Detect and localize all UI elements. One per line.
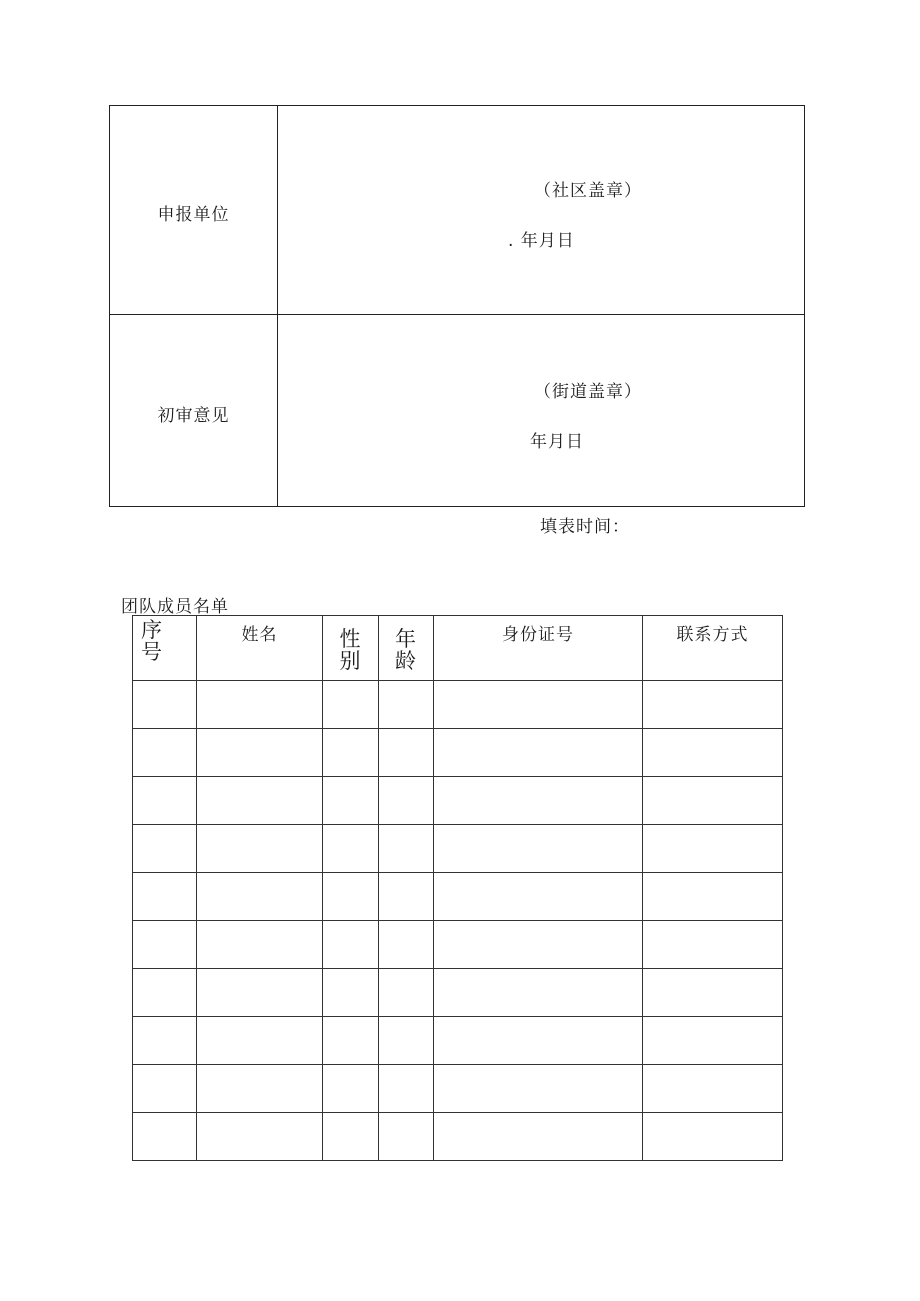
cell-index[interactable]	[133, 729, 197, 777]
cell-index[interactable]	[133, 921, 197, 969]
cell-age[interactable]	[379, 873, 434, 921]
applicant-stamp-note: （社区盖章）	[534, 181, 642, 201]
table-row	[133, 825, 783, 873]
header-gender: 性 别	[323, 616, 379, 681]
table-row	[133, 969, 783, 1017]
cell-id-number[interactable]	[434, 921, 643, 969]
table-row	[133, 681, 783, 729]
cell-name[interactable]	[197, 825, 323, 873]
cell-gender[interactable]	[323, 1065, 379, 1113]
cell-name[interactable]	[197, 873, 323, 921]
cell-name[interactable]	[197, 681, 323, 729]
cell-age[interactable]	[379, 825, 434, 873]
table-row	[133, 1065, 783, 1113]
table-row	[133, 729, 783, 777]
cell-name[interactable]	[197, 969, 323, 1017]
cell-gender[interactable]	[323, 825, 379, 873]
cell-id-number[interactable]	[434, 1065, 643, 1113]
column-divider	[277, 106, 278, 506]
cell-gender[interactable]	[323, 681, 379, 729]
header-name: 姓名	[197, 616, 323, 681]
cell-name[interactable]	[197, 921, 323, 969]
cell-index[interactable]	[133, 681, 197, 729]
cell-id-number[interactable]	[434, 1017, 643, 1065]
cell-name[interactable]	[197, 777, 323, 825]
cell-id-number[interactable]	[434, 681, 643, 729]
cell-age[interactable]	[379, 777, 434, 825]
cell-index[interactable]	[133, 969, 197, 1017]
cell-contact[interactable]	[643, 1017, 783, 1065]
cell-contact[interactable]	[643, 1065, 783, 1113]
cell-contact[interactable]	[643, 921, 783, 969]
cell-gender[interactable]	[323, 1017, 379, 1065]
cell-gender[interactable]	[323, 729, 379, 777]
cell-id-number[interactable]	[434, 969, 643, 1017]
table-row	[133, 1017, 783, 1065]
cell-contact[interactable]	[643, 969, 783, 1017]
cell-contact[interactable]	[643, 729, 783, 777]
cell-contact[interactable]	[643, 825, 783, 873]
cell-id-number[interactable]	[434, 873, 643, 921]
cell-gender[interactable]	[323, 969, 379, 1017]
applicant-date: . 年月日	[508, 231, 575, 251]
row-divider	[110, 314, 804, 315]
cell-gender[interactable]	[323, 873, 379, 921]
approval-table	[109, 105, 805, 507]
cell-id-number[interactable]	[434, 825, 643, 873]
header-index: 序 号	[133, 616, 197, 681]
cell-age[interactable]	[379, 1065, 434, 1113]
header-id-number: 身份证号	[434, 616, 643, 681]
cell-name[interactable]	[197, 1065, 323, 1113]
cell-gender[interactable]	[323, 921, 379, 969]
review-stamp-note: （街道盖章）	[534, 382, 642, 402]
cell-gender[interactable]	[323, 1113, 379, 1161]
header-contact: 联系方式	[643, 616, 783, 681]
table-row	[133, 921, 783, 969]
cell-name[interactable]	[197, 729, 323, 777]
table-row	[133, 1113, 783, 1161]
cell-contact[interactable]	[643, 777, 783, 825]
roster-header-row	[133, 616, 783, 681]
cell-contact[interactable]	[643, 873, 783, 921]
cell-id-number[interactable]	[434, 777, 643, 825]
table-row	[133, 777, 783, 825]
cell-contact[interactable]	[643, 681, 783, 729]
cell-age[interactable]	[379, 921, 434, 969]
review-date: 年月日	[530, 432, 584, 452]
cell-index[interactable]	[133, 777, 197, 825]
cell-index[interactable]	[133, 1113, 197, 1161]
cell-age[interactable]	[379, 1113, 434, 1161]
fill-time-label: 填表时间：	[540, 517, 630, 537]
cell-index[interactable]	[133, 1017, 197, 1065]
cell-name[interactable]	[197, 1017, 323, 1065]
cell-name[interactable]	[197, 1113, 323, 1161]
roster-title: 团队成员名单	[121, 597, 229, 617]
table-row	[133, 873, 783, 921]
cell-age[interactable]	[379, 681, 434, 729]
cell-contact[interactable]	[643, 1113, 783, 1161]
cell-gender[interactable]	[323, 777, 379, 825]
cell-index[interactable]	[133, 825, 197, 873]
roster-table	[132, 615, 783, 1161]
cell-age[interactable]	[379, 1017, 434, 1065]
applicant-label: 申报单位	[157, 205, 230, 225]
cell-age[interactable]	[379, 729, 434, 777]
cell-id-number[interactable]	[434, 729, 643, 777]
review-label: 初审意见	[157, 406, 230, 426]
header-age: 年 龄	[379, 616, 434, 681]
cell-age[interactable]	[379, 969, 434, 1017]
cell-index[interactable]	[133, 1065, 197, 1113]
cell-index[interactable]	[133, 873, 197, 921]
cell-id-number[interactable]	[434, 1113, 643, 1161]
